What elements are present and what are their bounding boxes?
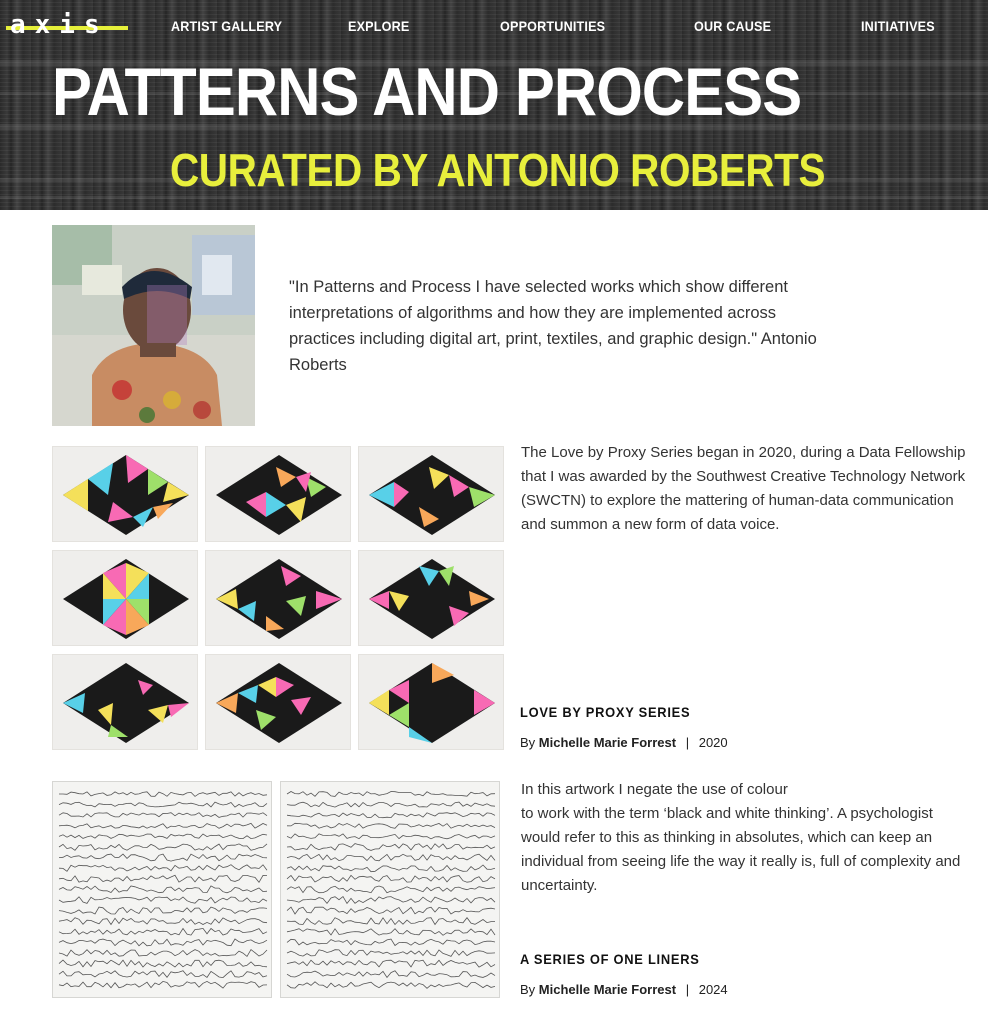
one-liners-sheet-right[interactable] <box>280 781 500 998</box>
love-by-proxy-image-grid <box>52 446 504 749</box>
credit-by: By <box>520 735 536 750</box>
artwork-year: 2024 <box>698 982 728 997</box>
credit-separator: | <box>685 735 690 750</box>
logo-text: axis <box>10 10 109 40</box>
artwork-thumbnail[interactable] <box>205 550 351 646</box>
one-liners-credit <box>520 982 728 997</box>
artwork-thumbnail[interactable] <box>358 654 504 750</box>
nav-explore[interactable]: EXPLORE <box>348 18 410 34</box>
artwork-thumbnail[interactable] <box>358 550 504 646</box>
description-line: In this artwork I negate the use of colour <box>521 781 788 798</box>
artist-name[interactable]: Michelle Marie Forrest <box>538 982 677 997</box>
artwork-thumbnail[interactable] <box>52 446 198 542</box>
artwork-thumbnail[interactable] <box>205 654 351 750</box>
artwork-year: 2020 <box>698 735 728 750</box>
one-liners-title[interactable]: A SERIES OF ONE LINERS <box>520 951 700 967</box>
credit-by: By <box>520 982 536 997</box>
one-liners-sheet-left[interactable] <box>52 781 272 998</box>
credit-separator: | <box>685 982 690 997</box>
description-line: to work with the term ‘black and white thinking’. A psychologist would refer to this as thinking in absolutes, which can keep an individual from seeing life the way it really is, full of complexity and uncertainty. <box>521 805 961 894</box>
artwork-thumbnail[interactable] <box>52 550 198 646</box>
nav-initiatives[interactable]: INITIATIVES <box>861 18 935 34</box>
artwork-thumbnail[interactable] <box>205 446 351 542</box>
nav-our-cause[interactable]: OUR CAUSE <box>694 18 772 34</box>
artwork-thumbnail[interactable] <box>358 446 504 542</box>
top-nav <box>0 0 988 52</box>
love-by-proxy-title[interactable]: LOVE BY PROXY SERIES <box>520 704 691 720</box>
page-title: PATTERNS AND PROCESS <box>52 54 802 130</box>
one-liners-description <box>521 778 976 898</box>
nav-opportunities[interactable]: OPPORTUNITIES <box>500 18 606 34</box>
artwork-thumbnail[interactable] <box>52 654 198 750</box>
hero-banner <box>0 0 988 210</box>
love-by-proxy-description: The Love by Proxy Series began in 2020, during a Data Fellowship that I was awarded by the Southwest Creative Technology Network (SWCTN) to explore the mattering of human-data communication and summon a new form of data voice. <box>521 444 966 533</box>
artist-name[interactable]: Michelle Marie Forrest <box>538 735 677 750</box>
curator-portrait <box>52 225 255 426</box>
curator-quote: "In Patterns and Process I have selected works which show different interpretations of algorithms and how they are implemented across practices including digital art, print, textiles, and graphic design." Antonio Roberts <box>289 278 817 374</box>
love-by-proxy-credit <box>520 735 728 750</box>
page-subtitle: CURATED BY ANTONIO ROBERTS <box>170 144 826 196</box>
axis-logo[interactable] <box>6 10 130 40</box>
nav-artist-gallery[interactable]: ARTIST GALLERY <box>171 18 283 34</box>
